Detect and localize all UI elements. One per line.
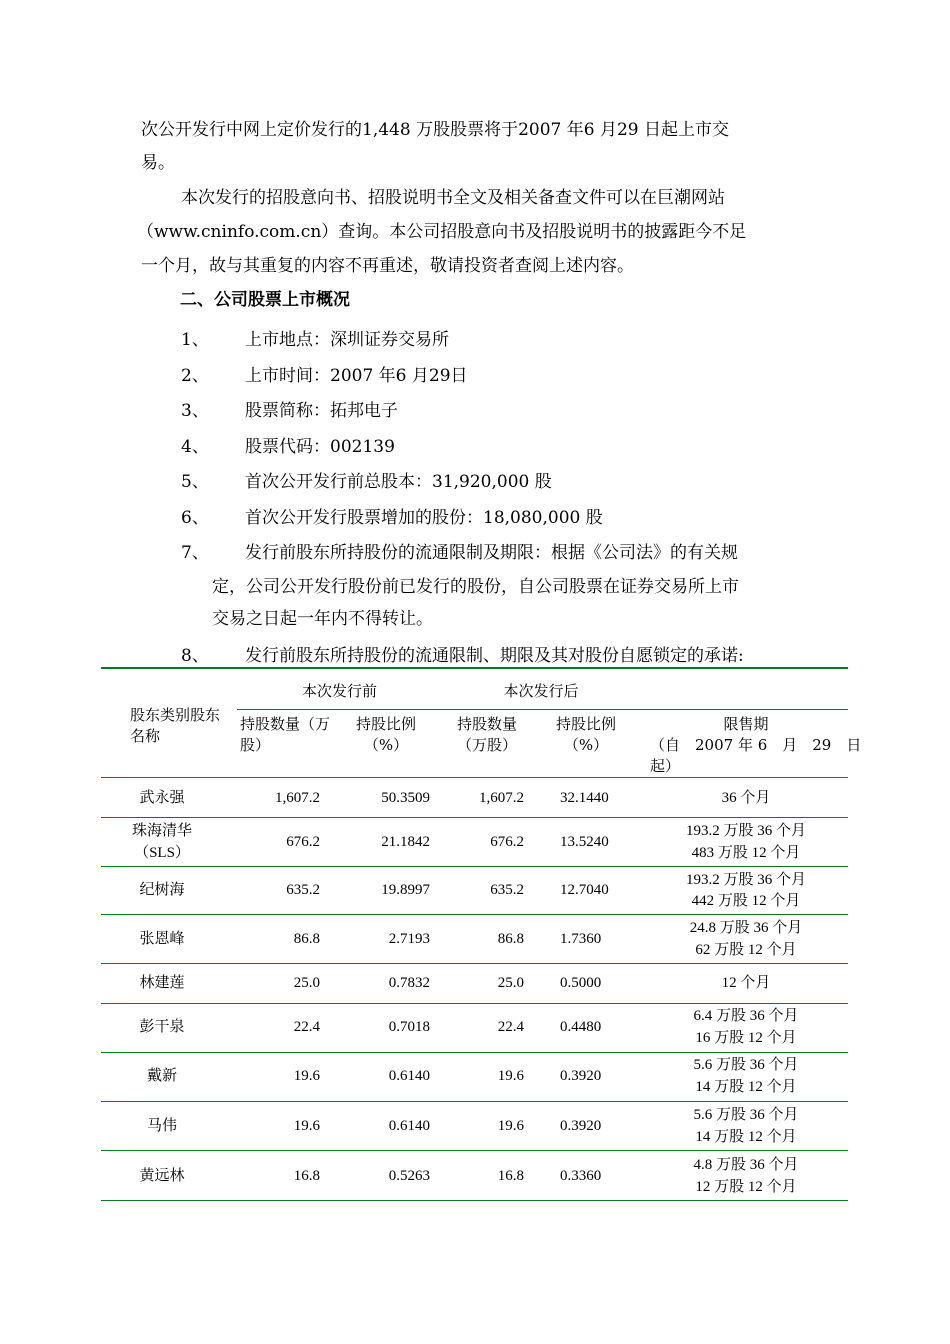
cell-name: 武永强 (139, 790, 185, 806)
cell-ratio-before: 19.8997 (381, 882, 430, 898)
cell-name: 戴新 (146, 1068, 177, 1084)
cell-name: 黄远林 (139, 1168, 185, 1184)
item-number: 6、 (181, 508, 209, 528)
table-row-rule (101, 963, 848, 964)
cell-lockup: 36 个月 (721, 790, 771, 806)
cell-lockup: 193.2 万股 36 个月 (685, 823, 806, 839)
cell-shares-after: 1,607.2 (479, 790, 524, 806)
table-row-rule (101, 1003, 848, 1004)
header-group-before: 本次发行前 (301, 682, 377, 700)
item-number: 3、 (181, 401, 209, 421)
table-row-rule (101, 1150, 848, 1151)
cell-ratio-after: 13.5240 (560, 834, 609, 850)
header-lockup: （自 2007 年 6 月 29 日 (650, 736, 862, 754)
header-shares-before: 股） (240, 736, 271, 754)
cell-ratio-after: 32.1440 (560, 790, 609, 806)
cell-lockup: 12 万股 12 个月 (695, 1179, 797, 1195)
table-bottom-rule (101, 1200, 848, 1201)
cell-ratio-before: 0.7832 (388, 975, 430, 991)
cell-ratio-after: 0.5000 (560, 975, 602, 991)
header-ratio-before: 持股比例 (355, 715, 416, 733)
cell-shares-after: 86.8 (497, 931, 524, 947)
cell-name: 彭干泉 (139, 1019, 185, 1035)
header-lockup: 起） (650, 757, 681, 775)
header-shares-after: 持股数量 (456, 715, 517, 733)
cell-name: 纪树海 (139, 882, 185, 898)
cell-shares-after: 25.0 (497, 975, 524, 991)
cell-lockup: 483 万股 12 个月 (691, 845, 801, 861)
cell-shares-before: 635.2 (286, 882, 320, 898)
header-ratio-before: （%） (363, 736, 409, 754)
cell-ratio-after: 0.4480 (560, 1019, 602, 1035)
table-row-rule (101, 1101, 848, 1102)
item-text: 发行前股东所持股份的流通限制、期限及其对股份自愿锁定的承诺: (245, 646, 744, 666)
cell-shares-before: 19.6 (293, 1068, 320, 1084)
cell-shares-before: 86.8 (293, 931, 320, 947)
cell-name: 珠海清华 (131, 823, 192, 839)
header-shares-before: 持股数量（万 (240, 715, 331, 733)
cell-ratio-before: 21.1842 (381, 834, 430, 850)
item-text: 上市地点：深圳证券交易所 (245, 330, 449, 350)
cell-lockup: 193.2 万股 36 个月 (685, 872, 806, 888)
cell-ratio-before: 0.5263 (388, 1168, 430, 1184)
cell-shares-after: 676.2 (490, 834, 524, 850)
header-ratio-after: 持股比例 (555, 715, 616, 733)
item-text-continued: 交易之日起一年内不得转让。 (212, 609, 433, 629)
header-category: 股东类别股东 (130, 706, 221, 724)
cell-ratio-after: 0.3920 (560, 1068, 602, 1084)
item-text: 股票代码：002139 (245, 437, 395, 457)
cell-name: 马伟 (146, 1118, 177, 1134)
item-text-continued: 定，公司公开发行股份前已发行的股份，自公司股票在证券交易所上市 (212, 577, 739, 597)
cell-name: （SLS） (134, 845, 190, 861)
table-row-rule (101, 866, 848, 867)
item-number: 4、 (181, 437, 209, 457)
section-heading: 二、公司股票上市概况 (180, 290, 350, 310)
cell-lockup: 6.4 万股 36 个月 (693, 1008, 799, 1024)
paragraph-line: （www.cninfo.com.cn）查询。本公司招股意向书及招股说明书的披露距今不足 (137, 222, 747, 242)
table-header-rule (237, 709, 848, 710)
cell-name: 张恩峰 (139, 931, 185, 947)
header-group-after: 本次发行后 (503, 682, 579, 700)
cell-lockup: 5.6 万股 36 个月 (693, 1107, 799, 1123)
cell-shares-before: 1,607.2 (275, 790, 320, 806)
cell-shares-before: 25.0 (293, 975, 320, 991)
cell-shares-after: 19.6 (497, 1118, 524, 1134)
header-lockup: 限售期 (723, 715, 769, 733)
item-number: 8、 (181, 646, 209, 666)
table-row-rule (101, 777, 848, 778)
cell-shares-before: 19.6 (293, 1118, 320, 1134)
item-text: 首次公开发行股票增加的股份：18,080,000 股 (245, 508, 603, 528)
header-category: 名称 (130, 727, 161, 745)
cell-lockup: 16 万股 12 个月 (695, 1030, 797, 1046)
cell-lockup: 14 万股 12 个月 (695, 1129, 797, 1145)
table-row-rule (101, 914, 848, 915)
cell-ratio-after: 1.7360 (560, 931, 602, 947)
cell-shares-after: 635.2 (490, 882, 524, 898)
cell-lockup: 442 万股 12 个月 (691, 893, 801, 909)
cell-name: 林建莲 (139, 975, 185, 991)
table-row-rule (101, 1052, 848, 1053)
cell-shares-after: 19.6 (497, 1068, 524, 1084)
table-top-rule (101, 667, 848, 669)
cell-lockup: 24.8 万股 36 个月 (689, 920, 803, 936)
cell-lockup: 14 万股 12 个月 (695, 1079, 797, 1095)
item-number: 7、 (181, 543, 209, 563)
cell-ratio-before: 0.6140 (388, 1068, 430, 1084)
paragraph-line: 本次发行的招股意向书、招股说明书全文及相关备查文件可以在巨潮网站 (181, 188, 725, 208)
item-text: 上市时间：2007 年6 月29日 (245, 366, 468, 386)
cell-ratio-before: 2.7193 (388, 931, 430, 947)
cell-lockup: 12 个月 (721, 975, 771, 991)
cell-ratio-after: 0.3920 (560, 1118, 602, 1134)
cell-lockup: 5.6 万股 36 个月 (693, 1057, 799, 1073)
cell-ratio-after: 12.7040 (560, 882, 609, 898)
cell-shares-before: 16.8 (293, 1168, 320, 1184)
paragraph-line: 一个月，故与其重复的内容不再重述，敬请投资者查阅上述内容。 (141, 256, 634, 276)
cell-ratio-after: 0.3360 (560, 1168, 602, 1184)
cell-ratio-before: 0.6140 (388, 1118, 430, 1134)
item-number: 2、 (181, 366, 209, 386)
cell-shares-after: 22.4 (497, 1019, 524, 1035)
item-number: 1、 (181, 330, 209, 350)
cell-shares-before: 676.2 (286, 834, 320, 850)
cell-shares-after: 16.8 (497, 1168, 524, 1184)
cell-ratio-before: 50.3509 (381, 790, 430, 806)
item-number: 5、 (181, 472, 209, 492)
item-text: 股票简称：拓邦电子 (245, 401, 398, 421)
cell-ratio-before: 0.7018 (388, 1019, 430, 1035)
paragraph-line: 易。 (141, 153, 175, 173)
item-text: 首次公开发行前总股本：31,920,000 股 (245, 472, 552, 492)
header-ratio-after: （%） (563, 736, 609, 754)
cell-lockup: 4.8 万股 36 个月 (693, 1157, 799, 1173)
table-row-rule (101, 817, 848, 818)
cell-shares-before: 22.4 (293, 1019, 320, 1035)
item-text: 发行前股东所持股份的流通限制及期限：根据《公司法》的有关规 (245, 543, 738, 563)
cell-lockup: 62 万股 12 个月 (695, 942, 797, 958)
paragraph-line: 次公开发行中网上定价发行的1,448 万股股票将于2007 年6 月29 日起上市交 (141, 120, 729, 140)
header-shares-after: （万股） (456, 736, 517, 754)
